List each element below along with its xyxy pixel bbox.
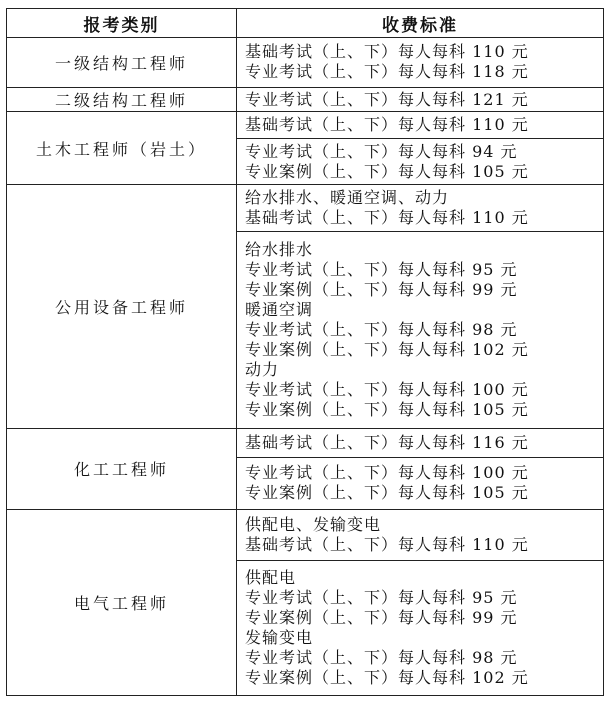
table-row: [7, 509, 604, 561]
category-cell: 二级结构工程师: [7, 87, 237, 112]
fee-cell: [237, 429, 604, 458]
fee-cell: [237, 184, 604, 232]
fee-cell: [237, 561, 604, 696]
fee-line: 专业案例（上、下）每人每科 105 元: [245, 400, 529, 420]
fee-cell: [237, 139, 604, 185]
table-row: [7, 429, 604, 458]
fee-table: [6, 8, 604, 696]
header-fee: 收费标准: [237, 9, 604, 38]
category-cell: 电气工程师: [7, 509, 237, 695]
header-category: 报考类别: [7, 9, 237, 38]
table-body: [7, 38, 604, 696]
category-cell: 土木工程师（岩土）: [7, 112, 237, 184]
fee-cell: [237, 112, 604, 139]
fee-line: 动力: [245, 360, 280, 380]
fee-cell: [237, 232, 604, 429]
fee-line: 基础考试（上、下）每人每科 116 元: [245, 433, 529, 452]
fee-line: 供配电: [245, 568, 297, 588]
fee-line: 给水排水: [245, 240, 314, 260]
fee-line: 专业案例（上、下）每人每科 105 元: [245, 483, 529, 503]
fee-line: 专业考试（上、下）每人每科 94 元: [245, 141, 518, 161]
fee-line: 专业考试（上、下）每人每科 100 元: [245, 380, 529, 400]
fee-line: 专业案例（上、下）每人每科 105 元: [245, 161, 529, 181]
fee-line: 专业案例（上、下）每人每科 99 元: [245, 280, 518, 300]
fee-line: 专业考试（上、下）每人每科 95 元: [245, 588, 518, 608]
fee-line: 专业考试（上、下）每人每科 121 元: [245, 89, 529, 109]
table-header-row: [7, 9, 604, 38]
fee-line: 专业考试（上、下）每人每科 98 元: [245, 320, 518, 340]
fee-line: 发输变电: [245, 628, 314, 648]
table-row: [7, 184, 604, 232]
fee-line: 专业考试（上、下）每人每科 95 元: [245, 260, 518, 280]
fee-line: 专业考试（上、下）每人每科 100 元: [245, 463, 529, 483]
fee-cell: [237, 87, 604, 112]
fee-line: 基础考试（上、下）每人每科 110 元: [245, 535, 529, 555]
fee-line: 基础考试（上、下）每人每科 110 元: [245, 42, 529, 62]
category-cell: 公用设备工程师: [7, 184, 237, 428]
fee-line: 暖通空调: [245, 300, 314, 320]
fee-cell: [237, 457, 604, 509]
fee-cell: [237, 509, 604, 561]
category-cell: 一级结构工程师: [7, 38, 237, 88]
fee-line: 专业案例（上、下）每人每科 102 元: [245, 340, 529, 360]
fee-line: 专业考试（上、下）每人每科 118 元: [245, 62, 529, 82]
fee-cell: [237, 38, 604, 88]
fee-line: 供配电、发输变电: [245, 515, 382, 535]
table-row: [7, 112, 604, 139]
fee-line: 基础考试（上、下）每人每科 110 元: [245, 208, 529, 228]
fee-line: 基础考试（上、下）每人每科 110 元: [245, 115, 529, 135]
fee-line: 给水排水、暖通空调、动力: [245, 188, 450, 208]
table-row: [7, 38, 604, 88]
fee-line: 专业考试（上、下）每人每科 98 元: [245, 648, 518, 668]
table-row: [7, 87, 604, 112]
fee-line: 专业案例（上、下）每人每科 99 元: [245, 608, 518, 628]
category-cell: 化工工程师: [7, 429, 237, 510]
fee-line: 专业案例（上、下）每人每科 102 元: [245, 668, 529, 688]
